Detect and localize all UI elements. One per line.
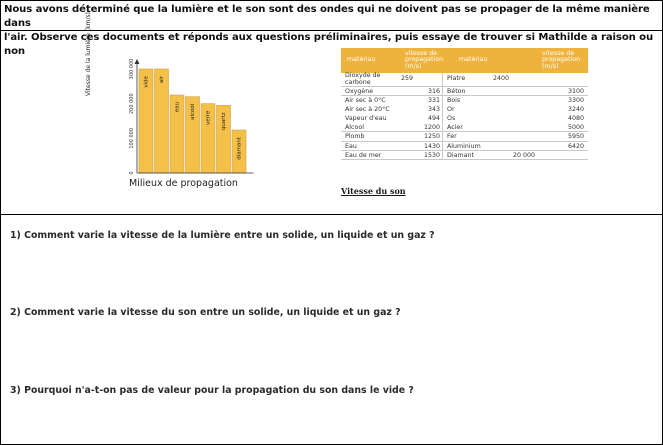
bar-label: vide (143, 76, 150, 88)
speed-cell: 5000 (567, 124, 584, 132)
material-cell: Plomb (345, 133, 365, 141)
divider-top (1, 30, 663, 31)
material-cell: Oxygène (345, 88, 374, 95)
speed-cell: 1250 (401, 132, 443, 140)
material-cell: Béton (447, 88, 466, 95)
material-cell: Platre (447, 75, 466, 83)
y-tick-label: 0 (129, 171, 135, 175)
y-axis-arrow (135, 59, 140, 64)
sound-table-caption: Vitesse du son (341, 186, 406, 196)
material-cell: Air sec à 0°C (345, 97, 386, 105)
material-cell: Vapeur d'eau (345, 115, 387, 123)
bar-label: alcool (190, 103, 196, 120)
table-row (341, 132, 588, 141)
speed-cell: 3240 (567, 106, 584, 114)
question-3: 3) Pourquoi n'a-t-on pas de valeur pour la propagation du son dans le vide ? (10, 385, 414, 396)
speed-cell: 4080 (567, 115, 584, 123)
question-1: 1) Comment varie la vitesse de la lumière entre un solide, un liquide et un gaz ? (10, 230, 435, 241)
bar-label: air (159, 76, 165, 84)
bar-label: quartz (221, 112, 227, 131)
material-cell: Fer (447, 133, 457, 141)
speed-cell: 2400 (493, 75, 510, 83)
header-material-2: matériau (459, 56, 488, 64)
material-cell: Bois (447, 97, 461, 105)
material-cell: Air sec à 20°C (345, 106, 390, 114)
intro-line-2: l'air. Observe ces documents et réponds aux questions préliminaires, puis essaye de trouver si Mathilde a raison ou non (4, 32, 654, 57)
material-cell: Eau (345, 142, 357, 150)
bar-label: eau (174, 102, 181, 113)
speed-cell: 3100 (567, 88, 584, 95)
material-cell: Eau de mer (345, 151, 382, 159)
intro-line-1: Nous avons déterminé que la lumière et le son sont des ondes qui ne doivent pas se propager de la même manière dans (4, 4, 650, 29)
question-2: 2) Comment varie la vitesse du son entre un solide, un liquide et un gaz ? (10, 307, 401, 318)
speed-cell: 1200 (401, 123, 443, 131)
table-row (341, 105, 588, 114)
table-row (341, 151, 588, 160)
table-row (341, 123, 588, 132)
speed-cell: 1530 (401, 151, 443, 159)
light-speed-chart (113, 49, 343, 197)
material-cell: Os (447, 115, 456, 123)
y-tick-label: 300 000 (129, 58, 135, 80)
sound-speed-table (341, 48, 588, 160)
bar-air (155, 69, 169, 173)
header-speed-1: vitesse de propagation (m/s) (405, 49, 444, 70)
speed-cell: 20 000 (513, 151, 536, 159)
speed-cell: 3300 (567, 97, 584, 105)
table-row (341, 96, 588, 105)
speed-cell: 343 (401, 105, 443, 114)
header-material-1: matériau (347, 56, 376, 64)
speed-cell: 316 (401, 87, 443, 95)
sound-table-body (341, 73, 588, 160)
material-cell: Dioxyde de carbone (345, 72, 381, 86)
material-cell: Aluminium (447, 142, 481, 150)
table-row (341, 142, 588, 151)
header-speed-2: vitesse de propagation (m/s) (542, 49, 581, 70)
table-row (341, 114, 588, 123)
table-row (341, 73, 588, 87)
divider-middle (1, 214, 663, 215)
material-cell: Acier (447, 124, 463, 132)
sound-table-header (341, 48, 588, 73)
speed-cell: 1430 (401, 142, 443, 150)
chart-x-axis-label: Milieux de propagation (129, 178, 238, 189)
speed-cell: 5950 (567, 133, 584, 141)
speed-cell: 6420 (567, 142, 584, 150)
y-tick-label: 100 000 (129, 127, 135, 149)
chart-y-axis-label: Vitesse de la lumière (km/s) (85, 12, 92, 96)
speed-cell: 331 (401, 96, 443, 105)
speed-cell: 259 (401, 73, 443, 86)
material-cell: Or (447, 106, 455, 114)
bar-label: verre (205, 110, 212, 125)
y-tick-label: 200 000 (129, 93, 135, 115)
bar-label: diamant (236, 137, 243, 160)
speed-cell: 494 (401, 114, 443, 123)
table-row (341, 87, 588, 96)
material-cell: Diamant (447, 151, 474, 159)
material-cell: Alcool (345, 124, 364, 132)
